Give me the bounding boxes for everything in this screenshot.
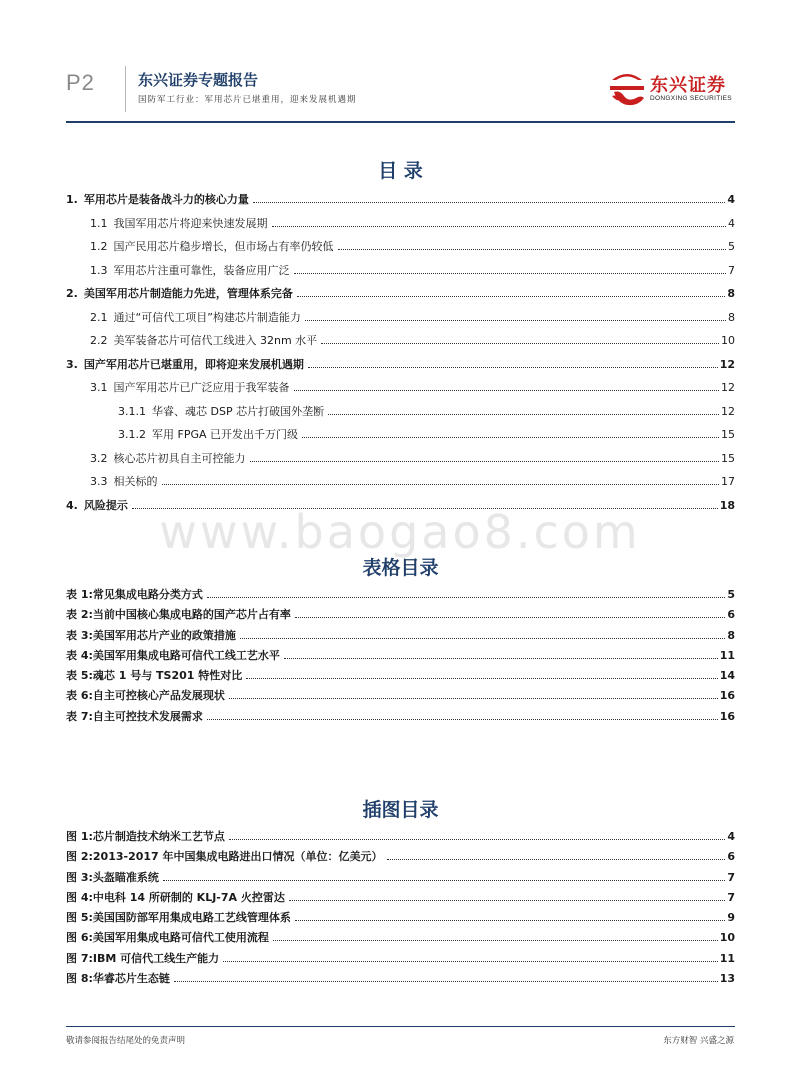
figure-list-entry[interactable] <box>66 848 735 868</box>
dot-leader <box>328 414 719 415</box>
toc-entry-text: 相关标的 <box>113 475 158 488</box>
table-entry-page: 14 <box>719 669 735 683</box>
figure-entry-text: 图 3:头盔瞄准系统 <box>66 870 159 884</box>
dot-leader <box>273 940 718 941</box>
toc-entry-text: 国产军用芯片已广泛应用于我军装备 <box>113 381 290 394</box>
dongxing-emblem-icon <box>608 68 646 108</box>
toc-entry-page: 17 <box>721 475 735 488</box>
table-entry-text: 表 3:美国军用芯片产业的政策措施 <box>66 628 236 642</box>
toc-entry-number: 3.2 <box>90 451 108 465</box>
table-entry-text: 表 2:当前中国核心集成电路的国产芯片占有率 <box>66 608 291 622</box>
toc-entry-page: 4 <box>728 216 735 230</box>
toc-entry[interactable] <box>66 285 735 309</box>
toc-entry[interactable] <box>66 215 735 239</box>
figure-entry-page: 7 <box>727 890 735 904</box>
dot-leader <box>223 961 718 962</box>
toc-entry-text: 军用芯片注重可靠性，装备应用广泛 <box>113 263 290 277</box>
toc-entry-page: 5 <box>728 240 735 253</box>
watermark: www.baogao8.com <box>159 505 641 559</box>
toc-entry-number: 1.1 <box>90 216 108 230</box>
toc-entry-number: 1.2 <box>90 240 108 253</box>
table-list-entry[interactable] <box>66 667 735 687</box>
toc-entry[interactable] <box>66 379 735 403</box>
header-rule <box>66 121 735 123</box>
toc-entry-page: 8 <box>727 287 735 300</box>
table-entry-text: 表 7:自主可控技术发展需求 <box>66 709 203 723</box>
dot-leader <box>162 484 720 485</box>
report-subtitle: 国防军工行业：军用芯片已堪重用，迎来发展机遇期 <box>138 95 357 105</box>
toc-entry-page: 15 <box>721 451 735 465</box>
toc-entry-number: 1. <box>66 193 78 206</box>
toc-entry-page: 7 <box>728 263 735 277</box>
toc-entry-number: 3.3 <box>90 475 108 488</box>
toc-entry-page: 12 <box>719 357 735 371</box>
figure-entry-page: 4 <box>727 830 735 843</box>
toc-entry-text: 军用芯片是装备战斗力的核心力量 <box>83 193 249 206</box>
figure-list-entry[interactable] <box>66 909 735 929</box>
toc-entry-number: 2.1 <box>90 310 108 324</box>
toc-entry[interactable] <box>66 450 735 474</box>
table-list-title: 表格目录 <box>362 557 439 579</box>
disclaimer-note: 敬请参阅报告结尾处的免责声明 <box>66 1036 186 1046</box>
figure-entry-page: 7 <box>727 870 735 884</box>
footer-slogan: 东方财智 兴盛之源 <box>663 1036 734 1046</box>
toc-entry[interactable] <box>66 403 735 427</box>
toc-entry-number: 4. <box>66 498 78 512</box>
dot-leader <box>163 880 725 881</box>
figure-entry-page: 9 <box>727 911 735 925</box>
table-entry-page: 11 <box>719 648 735 662</box>
table-list-entry[interactable] <box>66 586 735 606</box>
table-list <box>66 586 735 728</box>
table-entry-page: 8 <box>727 628 735 642</box>
dot-leader <box>272 226 727 227</box>
toc-entry-text: 核心芯片初具自主可控能力 <box>113 451 246 465</box>
figure-list-entry[interactable] <box>66 889 735 909</box>
dot-leader <box>289 900 725 901</box>
dot-leader <box>295 617 725 618</box>
toc-list <box>66 191 735 520</box>
figure-entry-text: 图 2:2013-2017 年中国集成电路进出口情况（单位：亿美元） <box>66 850 383 864</box>
dongxing-logo <box>608 68 738 110</box>
toc-entry-number: 3.1 <box>90 381 108 394</box>
dot-leader <box>295 920 725 921</box>
dot-leader <box>302 437 719 438</box>
dot-leader <box>246 678 717 679</box>
toc-entry-text: 美军装备芯片可信代工线进入 32nm 水平 <box>113 334 318 347</box>
toc-entry-page: 12 <box>721 381 735 394</box>
figure-list-entry[interactable] <box>66 869 735 889</box>
toc-entry-text: 国产民用芯片稳步增长，但市场占有率仍较低 <box>113 240 334 253</box>
dot-leader <box>229 698 718 699</box>
toc-entry-text: 华睿、魂芯 DSP 芯片打破国外垄断 <box>152 404 325 418</box>
table-entry-page: 6 <box>727 608 735 622</box>
logo-chinese-name: 东兴证券 <box>650 75 726 96</box>
toc-entry[interactable] <box>66 473 735 497</box>
toc-entry-number: 1.3 <box>90 263 108 277</box>
toc-entry[interactable] <box>66 356 735 380</box>
logo-english-name: DONGXING SECURITIES <box>650 95 732 102</box>
dot-leader <box>250 461 720 462</box>
dot-leader <box>387 859 726 860</box>
dot-leader <box>338 249 727 250</box>
figure-entry-text: 图 6:美国军用集成电路可信代工使用流程 <box>66 931 269 945</box>
toc-entry-page: 18 <box>719 498 735 512</box>
toc-entry-text: 国产军用芯片已堪重用，即将迎来发展机遇期 <box>83 357 304 371</box>
figure-entry-page: 10 <box>719 931 735 945</box>
figure-entry-text: 图 5:美国国防部军用集成电路工艺线管理体系 <box>66 911 291 925</box>
toc-entry-page: 12 <box>721 404 735 418</box>
table-list-entry[interactable] <box>66 606 735 626</box>
toc-entry-text: 通过“可信代工项目”构建芯片制造能力 <box>113 310 301 324</box>
table-list-entry[interactable] <box>66 647 735 667</box>
dot-leader <box>294 390 720 391</box>
toc-entry[interactable] <box>66 309 735 333</box>
toc-entry[interactable] <box>66 191 735 215</box>
figure-list <box>66 828 735 990</box>
dot-leader <box>207 597 725 598</box>
toc-entry[interactable] <box>66 426 735 450</box>
figure-entry-text: 图 1:芯片制造技术纳米工艺节点 <box>66 830 225 843</box>
table-entry-page: 16 <box>719 689 735 703</box>
toc-entry-text: 我国军用芯片将迎来快速发展期 <box>113 216 268 230</box>
toc-entry-number: 3.1.1 <box>118 404 146 418</box>
figure-list-title: 插图目录 <box>362 799 439 821</box>
figure-entry-page: 13 <box>719 972 735 986</box>
figure-entry-text: 图 4:中电科 14 所研制的 KLJ-7A 火控雷达 <box>66 890 285 904</box>
table-entry-text: 表 1:常见集成电路分类方式 <box>66 588 203 601</box>
table-list-entry[interactable] <box>66 627 735 647</box>
toc-entry-page: 8 <box>728 310 735 324</box>
figure-entry-text: 图 8:华睿芯片生态链 <box>66 972 170 986</box>
toc-entry[interactable] <box>66 238 735 262</box>
figure-list-entry[interactable] <box>66 929 735 949</box>
dot-leader <box>253 202 726 203</box>
dot-leader <box>174 981 718 982</box>
table-entry-text: 表 4:美国军用集成电路可信代工线工艺水平 <box>66 648 280 662</box>
toc-entry-page: 15 <box>721 428 735 441</box>
toc-entry-page: 4 <box>727 193 735 206</box>
toc-entry[interactable] <box>66 332 735 356</box>
toc-entry-number: 3. <box>66 357 78 371</box>
dot-leader <box>284 658 718 659</box>
toc-entry-text: 美国军用芯片制造能力先进，管理体系完备 <box>83 287 293 300</box>
footer-rule <box>66 1026 735 1027</box>
figure-entry-page: 11 <box>719 951 735 965</box>
figure-list-entry[interactable] <box>66 950 735 970</box>
figure-entry-text: 图 7:IBM 可信代工线生产能力 <box>66 951 220 965</box>
toc-entry-number: 2. <box>66 287 78 300</box>
dot-leader <box>229 839 725 840</box>
dot-leader <box>240 638 725 639</box>
figure-list-entry[interactable] <box>66 828 735 848</box>
table-entry-text: 表 5:魂芯 1 号与 TS201 特性对比 <box>66 669 243 683</box>
dot-leader <box>297 296 726 297</box>
toc-entry-number: 3.1.2 <box>118 428 146 441</box>
table-entry-page: 5 <box>727 588 735 601</box>
dot-leader <box>294 273 727 274</box>
page-number: P2 <box>66 70 95 95</box>
toc-entry[interactable] <box>66 262 735 286</box>
table-entry-page: 16 <box>719 709 735 723</box>
table-list-entry[interactable] <box>66 708 735 728</box>
dot-leader <box>308 367 718 368</box>
table-entry-text: 表 6:自主可控核心产品发展现状 <box>66 689 225 703</box>
toc-entry-text: 军用 FPGA 已开发出千万门级 <box>152 428 299 441</box>
toc-entry-page: 10 <box>721 334 735 347</box>
toc-entry-number: 2.2 <box>90 334 108 347</box>
dot-leader <box>207 719 718 720</box>
header-divider <box>125 66 126 112</box>
figure-entry-page: 6 <box>727 850 735 864</box>
table-list-entry[interactable] <box>66 687 735 707</box>
figure-list-entry[interactable] <box>66 970 735 990</box>
dot-leader <box>321 343 719 344</box>
toc-entry-text: 风险提示 <box>83 498 128 512</box>
toc-title: 目 录 <box>378 160 423 182</box>
dot-leader <box>305 320 726 321</box>
report-series-title: 东兴证券专题报告 <box>138 71 259 89</box>
